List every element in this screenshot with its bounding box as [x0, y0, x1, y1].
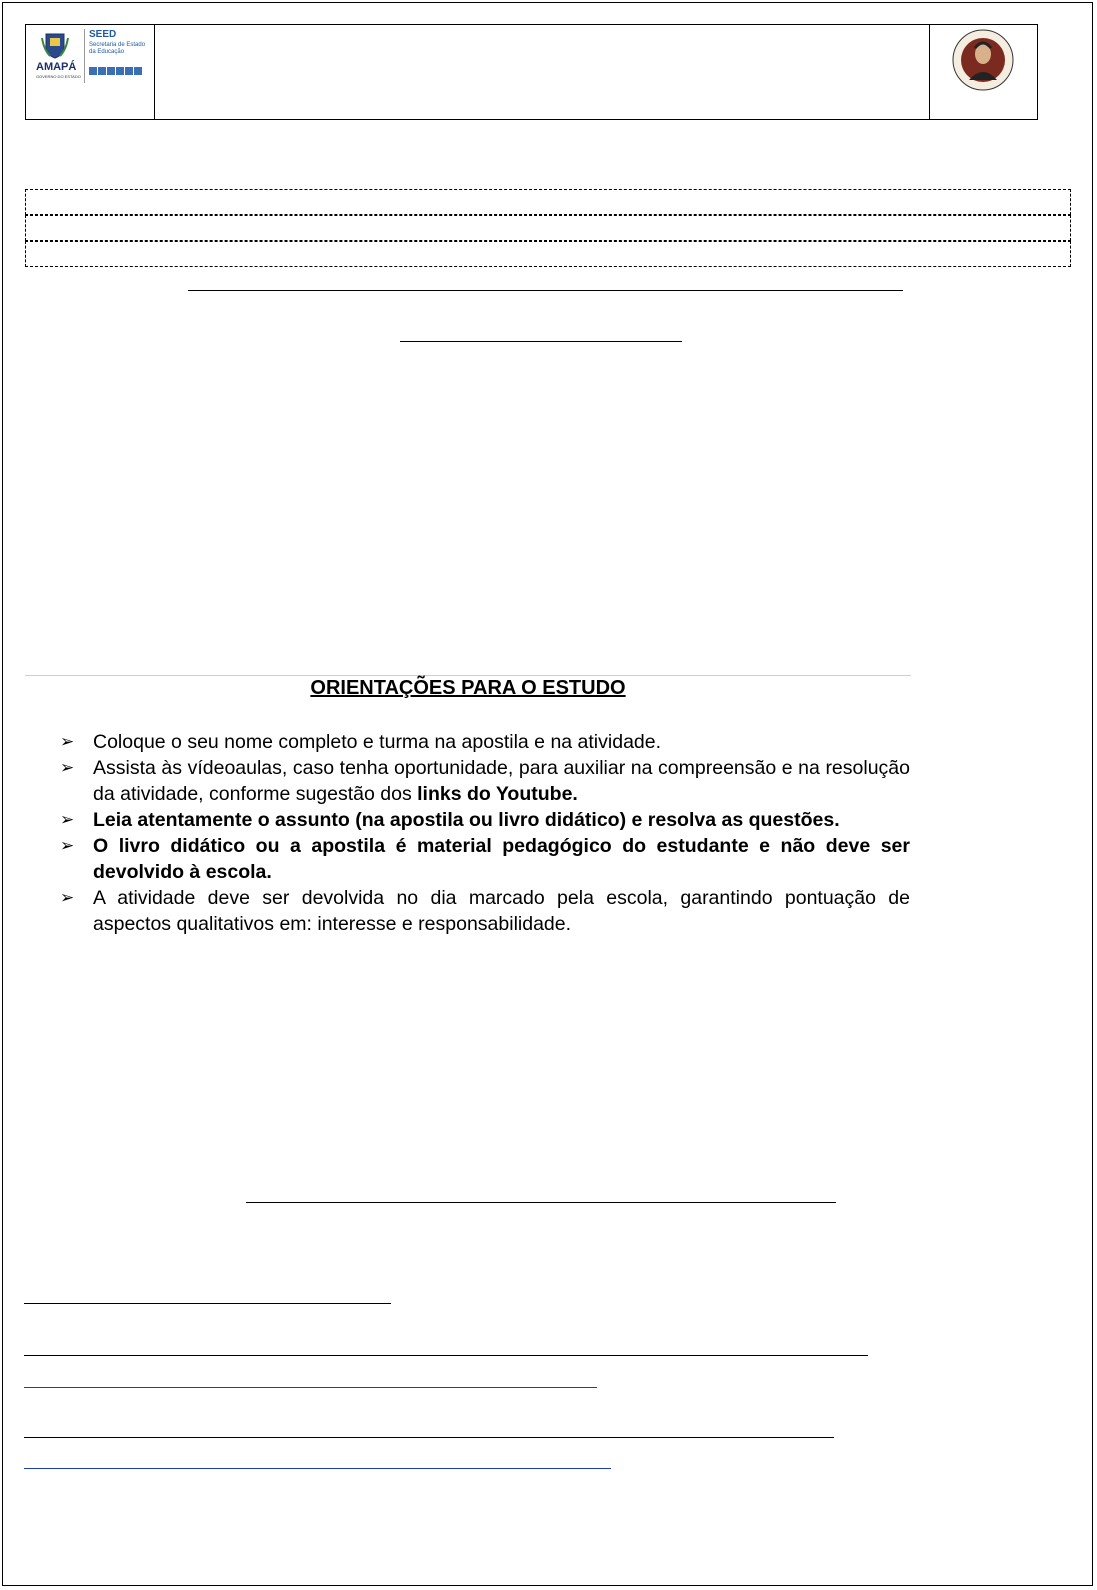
school-patron-portrait-icon — [951, 28, 1015, 92]
government-label: GOVERNO DO ESTADO — [36, 74, 81, 79]
blank-line — [24, 1437, 834, 1438]
item-text-bold: links do Youtube. — [417, 783, 578, 805]
logo-divider — [84, 29, 85, 83]
social-icon — [116, 67, 124, 75]
blank-field-row — [25, 215, 1071, 241]
item-text: A atividade deve ser devolvida no dia marcado pela escola, garantindo pontuação de aspectos qualitativos em: interesse e responsabilidade. — [93, 887, 910, 935]
social-icon — [98, 67, 106, 75]
seed-label: SEED — [89, 29, 117, 40]
state-coat-of-arms-icon — [40, 30, 70, 60]
arrow-bullet-icon: ➢ — [60, 836, 75, 855]
blank-line — [24, 1303, 391, 1304]
guidelines-title: ORIENTAÇÕES PARA O ESTUDO — [310, 677, 626, 699]
social-icons — [89, 67, 142, 75]
social-icon — [89, 67, 97, 75]
school-seal-block — [929, 25, 1037, 119]
list-item — [60, 885, 910, 937]
arrow-bullet-icon: ➢ — [60, 810, 75, 829]
arrow-bullet-icon: ➢ — [60, 732, 75, 751]
section-heading-line — [246, 1202, 836, 1203]
item-text-bold: O livro didático ou a apostila é material pedagógico do estudante e não deve ser devolvido à escola. — [93, 835, 910, 883]
blank-field-row — [25, 241, 1071, 267]
social-icon — [107, 67, 115, 75]
youtube-link-line[interactable] — [24, 1387, 597, 1388]
list-item — [60, 833, 910, 885]
list-item — [60, 807, 910, 833]
list-item — [60, 755, 910, 807]
blank-line — [24, 1355, 868, 1356]
seed-subtitle: Secretaria de Estado da Educação — [89, 42, 146, 55]
list-item — [60, 729, 910, 755]
arrow-bullet-icon: ➢ — [60, 888, 75, 907]
arrow-bullet-icon: ➢ — [60, 758, 75, 777]
title-line — [188, 290, 903, 291]
item-text-bold: Leia atentamente o assunto (na apostila ou livro didático) e resolva as questões. — [93, 809, 840, 831]
subtitle-line — [400, 341, 682, 342]
item-text: Assista às vídeoaulas, caso tenha oportunidade, para auxiliar na compreensão e na resolução da atividade, conforme sugestão dos — [93, 757, 910, 805]
section-divider — [25, 675, 911, 676]
guidelines-list — [60, 729, 910, 937]
document-header — [25, 24, 1038, 120]
item-text: Coloque o seu nome completo e turma na apostila e na atividade. — [93, 731, 662, 753]
blank-field-row — [25, 189, 1071, 215]
state-name: AMAPÁ — [36, 61, 77, 73]
seed-logo-block — [26, 25, 155, 119]
youtube-link-line[interactable] — [24, 1468, 611, 1469]
social-icon — [125, 67, 133, 75]
social-icon — [134, 67, 142, 75]
